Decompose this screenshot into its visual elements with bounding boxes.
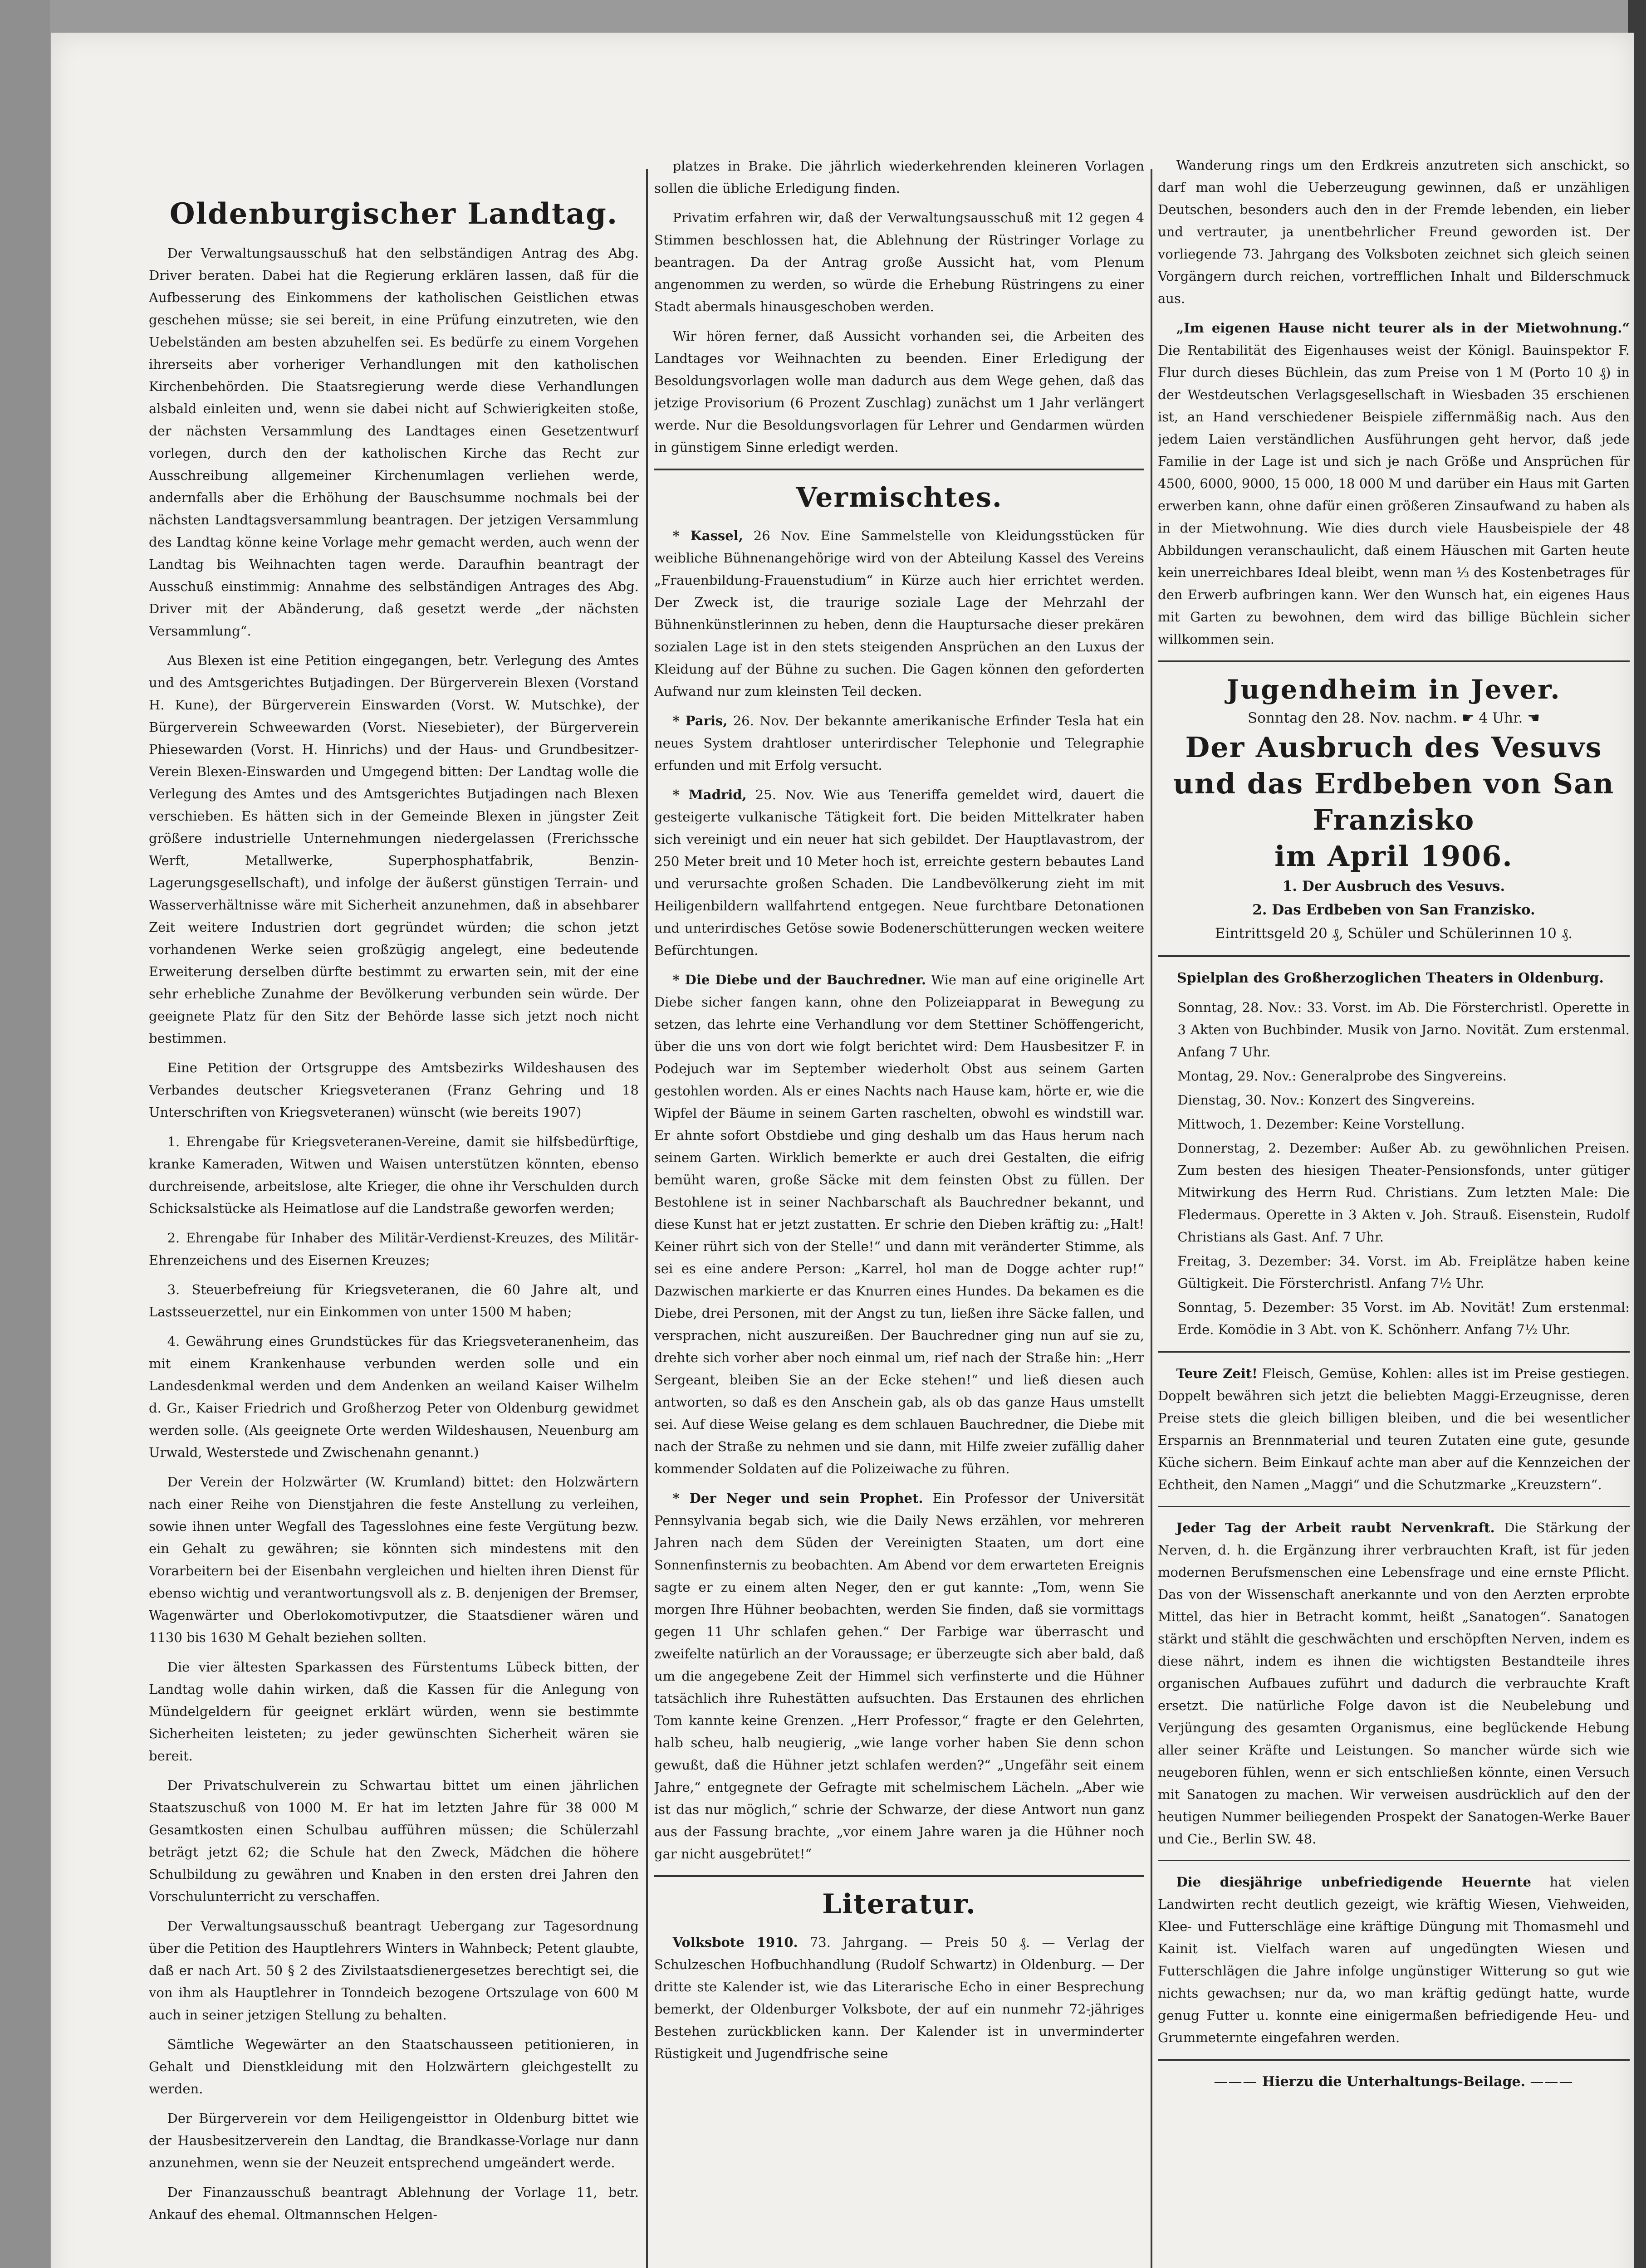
eigenheim-paragraph	[1158, 317, 1630, 650]
footer-rule	[1158, 2059, 1630, 2061]
section-divider	[654, 1875, 1144, 1877]
news-item-kicker: * Madrid,	[672, 787, 747, 802]
article-paragraph: Der Finanzausschuß beantragt Ablehnung der Vorlage 11, betr. Ankauf des ehemal. Oltmannschen Helgen-	[149, 2185, 639, 2222]
news-item-text: Wie man auf eine originelle Art Diebe sicher fangen kann, ohne den Polizeiapparat in Bewegung zu setzen, das lehrte eine Verhandlung vor dem Stettiner Schöffengericht, über die uns von dort wie folgt berichtet wird: Dem Hausbesitzer F. in Podejuch war im September wiederholt Obst aus seinem Garten gestohlen worden. Als er eines Nachts nach Hause kam, hörte er, wie die Wipfel der Bäume in seinem Garten raschelten, obwohl es windstill war. Er ahnte sofort Obstdiebe und ging deshalb um das Haus herum nach seinem Garten. Wirklich bemerkte er auch drei Gestalten, die eifrig bemüht waren, große Säcke mit dem feinsten Obst zu füllen. Der Bestohlene ist in seiner Nachbarschaft als Bauchredner bekannt, und diese Kunst hat er jetzt zustatten. Er schrie den Dieben kräftig zu: „Halt! Keiner rührt sich von der Stelle!“ und dann mit veränderter Stimme, als sei es eine andere Person: „Karrel, hol man de Dogge achter rup!“ Dazwischen markierte er das Knurren eines Hundes. Da bekamen es die Diebe, drei Personen, mit der Angst zu tun, ließen ihre Säcke fallen, und versprachen, nicht auszureißen. Der Bauchredner ging nun auf sie zu, drehte sich vorher aber noch einmal um, rief nach der Straße hin: „Herr Sergeant, bleiben Sie an der Ecke stehen!“ und ließ diesen auch antworten, so daß es den Anschein gab, als ob das ganze Haus umstellt sei. Auf diese Weise gelang es dem schlauen Bauchredner, die Diebe mit nach der Straße zu nehmen und sie dann, mit Hilfe zweier zufällig daher kommender Soldaten auf die Polizeiwache zu führen.	[654, 972, 1144, 1476]
footer-dash-right: ———	[1530, 2074, 1574, 2090]
section-divider	[1158, 1860, 1630, 1861]
article-paragraph: 2. Ehrengabe für Inhaber des Militär-Verdienst-Kreuzes, des Militär-Ehrenzeichens und des Eisernen Kreuzes;	[149, 1230, 639, 1268]
eigenheim-kicker: „Im eigenen Hause nicht teurer als in der Mietwohnung.“	[1176, 320, 1630, 336]
heading-oldenburgischer-landtag: Oldenburgischer Landtag.	[169, 197, 618, 231]
ad-title: Jugendheim in Jever.	[1226, 674, 1561, 705]
ad-admission-price: Eintrittsgeld 20 ₰, Schüler und Schülerinnen 10 ₰.	[1215, 925, 1573, 942]
sanatogen-kicker: Jeder Tag der Arbeit raubt Nervenkraft.	[1176, 1520, 1495, 1535]
pointing-hand-icon: ☛	[1461, 710, 1475, 726]
eigenheim-text: Die Rentabilität des Eigenhauses weist der Königl. Bauinspektor F. Flur durch dieses Büchlein, das zum Preise von 1 M (Porto 10 ₰) in der Westdeutschen Verlagsgesellschaft in Wiesbaden 35 erschienen ist, an Hand verschiedener Beispiele ziffernmäßig nach. Aus den jedem Laien verständlichen Ausführungen geht hervor, daß jede Familie in der Lage ist und sich je nach Größe und Ansprüchen für 4500, 6000, 9000, 15 000, 18 000 M und darüber ein Haus mit Garten erwerben kann, ohne dafür einen größeren Zinsaufwand zu haben als in der Mietwohnung. Wie dies durch viele Hausbeispiele der 48 Abbildungen veranschaulicht, daß einem Häuschen mit Garten heute kein unerreichbares Ideal bleibt, wenn man ⅓ des Kostenbetrages für den Erwerb aufbringen kann. Wer den Wunsch hat, ein eigenes Haus mit Garten zu bewohnen, dem wird das billige Büchlein sicher willkommen sein.	[1158, 342, 1630, 647]
article-paragraph: 3. Steuerbefreiung für Kriegsveteranen, die 60 Jahre alt, und Lastsseuerzettel, nur ein Einkommen von unter 1500 M haben;	[149, 1282, 639, 1320]
ad-program-item-2: 2. Das Erdbeben von San Franzisko.	[1252, 902, 1535, 918]
ad-bottom-rule	[1158, 955, 1630, 957]
landtag-article-continuation	[654, 155, 1144, 459]
article-paragraph: Der Verwaltungsausschuß beantragt Uebergang zur Tagesordnung über die Petition des Hauptlehrers Winters in Wahnbeck; Petent glaubte, daß er nach Art. 50 § 2 des Zivilstaatsdienergesetzes berechtigt sei, die von ihm als Hauptlehrer in Tonndeich bezogene Ortszulage von 600 M auch in seiner jetzigen Stellung zu behalten.	[149, 1918, 639, 2023]
heuernte-notice	[1158, 1871, 1630, 2049]
news-item-kicker: * Die Diebe und der Bauchredner.	[672, 972, 926, 987]
jugendheim-advertisement	[1158, 672, 1630, 945]
news-item	[654, 525, 1144, 703]
vermischtes-body	[654, 525, 1144, 1865]
literatur-paragraph	[654, 1931, 1144, 2065]
footer-text: Hierzu die Unterhaltungs-Beilage.	[1262, 2074, 1526, 2090]
section-divider	[1158, 1351, 1630, 1353]
news-item-text: 26 Nov. Eine Sammelstelle von Kleidungsstücken für weibliche Bühnenangehörige wird von der Abteilung Kassel des Vereins „Frauenbildung-Frauenstudium“ in Kürze auch hier errichtet werden. Der Zweck ist, die traurige soziale Lage der Mehrzahl der Bühnenkünstlerinnen zu heben, denn die Hauptursache dieser prekären sozialen Lage ist in den stets steigenden Ansprüchen an den Luxus der Kleidung auf der Bühne zu suchen. Die Gagen können den geforderten Aufwand nur zum kleinsten Teil decken.	[654, 528, 1144, 699]
ad-date: Sonntag den 28. Nov. nachm.	[1247, 710, 1457, 726]
news-item	[654, 710, 1144, 777]
ad-top-rule	[1158, 660, 1630, 662]
literatur-text: 73. Jahrgang. — Preis 50 ₰. — Verlag der Schulzeschen Hofbuchhandlung (Rudolf Schwartz) in Oldenburg. — Der dritte ste Kalender ist, wie das Literarische Echo in einer Besprechung bemerkt, der Oldenburger Volksbote, der auf ein nunmehr 72-jähriges Bestehen zurückblicken kann. Der Kalender ist in unverminderter Rüstigkeit und Jugendfrische seine	[654, 1935, 1144, 2061]
heading-literatur: Literatur.	[822, 1888, 976, 1920]
sanatogen-text: Die Stärkung der Nerven, d. h. die Ergänzung ihrer verbrauchten Kraft, ist für jeden modernen Berufsmenschen eine Lebensfrage und eine ernste Pflicht. Das von der Wissenschaft anerkannte und von den Aerzten erprobte Mittel, das hier in Betracht kommt, heißt „Sanatogen“. Sanatogen stärkt und stählt die geschwächten und erschöpften Nerven, indem es diese nährt, indem es ihnen die wichtigsten Bestandteile ihres organischen Aufbaues zuführt und dadurch die verbrauchte Kraft ersetzt. Die natürliche Folge davon ist die Neubelebung und Verjüngung des gesamten Organismus, eine beglückende Hebung aller seiner Kräfte und Leistungen. So mancher würde sich wie neugeboren fühlen, wenn er sich entschließen könnte, einen Versuch mit Sanatogen zu machen. Wir verweisen ausdrücklich auf den der heutigen Nummer beiliegenden Prospekt der Sanatogen-Werke Bauer und Cie., Berlin SW. 48.	[1158, 1520, 1630, 1847]
article-paragraph: Der Verwaltungsausschuß hat den selbständigen Antrag des Abg. Driver beraten. Dabei hat die Regierung erklären lassen, daß für die Aufbesserung des Einkommens der katholischen Geistlichen etwas geschehen müsse; sie sei bereit, in eine Prüfung einzutreten, wie den Uebelständen am besten abzuhelfen sei. Es bedürfe zu einem Vorgehen ihrerseits aber vorheriger Verhandlungen mit den katholischen Kirchenbehörden. Die Staatsregierung werde diese Verhandlungen alsbald einleiten und, wenn sie dabei nicht auf Schwierigkeiten stoße, der nächsten Versammlung des Landtages einen Gesetzentwurf vorlegen, durch den der katholischen Kirche das Recht zur Ausschreibung allgemeiner Kirchenumlagen verliehen werde, andernfalls aber die Erhöhung der Bauschsumme nochmals bei der nächsten Landtagsversammlung beantragen. Der jetzigen Versammlung des Landtag könne keine Vorlage mehr gemacht werden, auch wenn der Landtag bis Weihnachten tagen werde. Daraufhin beantragt der Ausschuß einstimmig: Annahme des selbständigen Antrages des Abg. Driver mit der Abänderung, daß gesetzt werde „der nächsten Versammlung“.	[149, 245, 639, 639]
column-3	[1158, 154, 1630, 2268]
article-paragraph: Der Verein der Holzwärter (W. Krumland) bittet: den Holzwärtern nach einer Reihe von Dienstjahren die feste Anstellung zu verleihen, sowie ihnen unter Wegfall des Tagesslohnes eine feste Vergütung bezw. ein Gehalt zu gewähren; sie könnten sich mindestens mit den Vorarbeitern bei der Eisenbahn vergleichen und hielten ihren Dienst für ebenso wichtig und verantwortungsvoll als z. B. denjenigen der Bremser, Wagenwärter und Oberlokomotivputzer, die Staatsdiener wären und 1130 bis 1630 M Gehalt beziehen sollten.	[149, 1474, 639, 1645]
article-paragraph: Sämtliche Wegewärter an den Staatschausseen petitionieren, in Gehalt und Dienstkleidung mit den Holzwärtern gleichgestellt zu werden.	[149, 2037, 639, 2097]
article-paragraph: Die vier ältesten Sparkassen des Fürstentums Lübeck bitten, der Landtag wolle dahin wirken, daß die Kassen für die Anlegung von Mündelgeldern für geeignet erklärt würden, wenn sie bestimmte Sicherheiten leisteten; zu jeder gewünschten Sicherheit wären sie bereit.	[149, 1659, 639, 1764]
schedule-entry: Mittwoch, 1. Dezember: Keine Vorstellung.	[1177, 1116, 1465, 1132]
section-divider	[1158, 1506, 1630, 1507]
schedule-entry: Donnerstag, 2. Dezember: Außer Ab. zu gewöhnlichen Preisen. Zum besten des hiesigen Theater-Pensionsfonds, unter gütiger Mitwirkung des Herrn Rud. Christians. Zum letzten Male: Die Fledermaus. Operette in 3 Akten v. Joh. Strauß. Eisenstein, Rudolf Christians als Gast. Anf. 7 Uhr.	[1177, 1140, 1630, 1245]
maggi-text: Fleisch, Gemüse, Kohlen: alles ist im Preise gestiegen. Doppelt bewähren sich jetzt die beliebten Maggi-Erzeugnisse, deren Preise stets die gleich billigen bleiben, und die bei wesentlicher Ersparnis an Brennmaterial und teuren Zutaten eine gute, gesunde Küche sichern. Beim Einkauf achte man aber auf die Kennzeichen der Echtheit, den Namen „Maggi“ und die Schutzmarke „Kreuzstern“.	[1158, 1366, 1630, 1492]
maggi-kicker: Teure Zeit!	[1176, 1366, 1258, 1381]
article-paragraph: Der Bürgerverein vor dem Heiligengeisttor in Oldenburg bittet wie der Hausbesitzerverein den Landtag, die Brandkasse-Vorlage nur dann anzunehmen, wenn sie der Neuzeit entsprechend umgeändert werde.	[149, 2111, 639, 2170]
theater-schedule-title: Spielplan des Großherzoglichen Theaters in Oldenburg.	[1177, 970, 1604, 986]
literatur-kicker: Volksbote 1910.	[672, 1935, 798, 1950]
literatur-continuation	[1158, 154, 1630, 310]
theater-schedule	[1158, 997, 1630, 1341]
article-paragraph: 4. Gewährung eines Grundstückes für das Kriegsveteranenheim, das mit einem Krankenhause verbunden werden solle und ein Landesdenkmal werden und dem Andenken an weiland Kaiser Wilhelm d. Gr., Kaiser Friedrich und Großherzog Peter von Oldenburg gewidmet werden solle. (Als geeignete Orte werden Wildeshausen, Neuenburg am Urwald, Westerstede und Zwischenahn genannt.)	[149, 1334, 639, 1460]
newspaper-page	[51, 33, 1634, 2268]
news-item-kicker: * Der Neger und sein Prophet.	[672, 1491, 923, 1506]
ad-date-line	[1158, 707, 1630, 729]
ad-headline-3: im April 1906.	[1274, 840, 1513, 873]
article-paragraph: Wanderung rings um den Erdkreis anzutreten sich anschickt, so darf man wohl die Ueberzeugung gewinnen, daß er unzähligen Deutschen, besonders auch den in der Fremde lebenden, ein lieber und vertrauter, ja unentbehrlicher Freund geworden ist. Der vorliegende 73. Jahrgang des Volksboten zeichnet sich gleich seinen Vorgängern durch reichen, vortrefflichen Inhalt und Bilderschmuck aus.	[1158, 157, 1630, 306]
ad-headline-2: und das Erdbeben von San Franzisko	[1173, 767, 1615, 836]
pointing-hand-icon: ☚	[1527, 710, 1540, 726]
article-paragraph: Der Privatschulverein zu Schwartau bittet um einen jährlichen Staatszuschuß von 1000 M. Er hat im letzten Jahre für 38 000 M Gesamtkosten einen Schulbau aufführen müssen; die Schülerzahl beträgt jetzt 62; die Schule hat den Zweck, Mädchen die höhere Schulbildung zu gewähren und Knaben in den ersten drei Jahren den Vorschulunterricht zu verschaffen.	[149, 1778, 639, 1904]
maggi-notice	[1158, 1363, 1630, 1496]
article-paragraph: Privatim erfahren wir, daß der Verwaltungsausschuß mit 12 gegen 4 Stimmen beschlossen hat, die Ablehnung der Rüstringer Vorlage zu beantragen. Da der Antrag große Aussicht hat, vom Plenum angenommen zu werden, so würde die Erhebung Rüstringens zu einer Stadt abermals hinausgeschoben werden.	[654, 210, 1144, 314]
schedule-entry: Sonntag, 28. Nov.: 33. Vorst. im Ab. Die Försterchristl. Operette in 3 Akten von Buchbinder. Musik von Jarno. Novität. Zum erstenmal. Anfang 7 Uhr.	[1177, 1000, 1630, 1060]
article-paragraph: Wir hören ferner, daß Aussicht vorhanden sei, die Arbeiten des Landtages vor Weihnachten zu beenden. Einer Erledigung der Besoldungsvorlagen wolle man dadurch aus dem Wege gehen, daß das jetzige Provisorium (6 Prozent Zuschlag) zunächst um 1 Jahr verlängert werde. Nur die Besoldungsvorlagen für Lehrer und Gendarmen würden in günstigem Sinne erledigt werden.	[654, 328, 1144, 455]
news-item-kicker: * Paris,	[672, 713, 728, 728]
news-item-text: 25. Nov. Wie aus Teneriffa gemeldet wird, dauert die gesteigerte vulkanische Tätigkeit fort. Die beiden Mittelkrater haben sich vereinigt und ein neuer hat sich gebildet. Der Hauptlavastrom, der 250 Meter breit und 10 Meter hoch ist, erreichte gestern bebautes Land und verursachte großen Schaden. Die Landbevölkerung zieht im mit Heiligenbildern wallfahrtend entgegen. Neue furchtbare Detonationen und unterirdisches Getöse sowie Bodenerschütterungen wecken weitere Befürchtungen.	[654, 787, 1144, 958]
article-paragraph: Eine Petition der Ortsgruppe des Amtsbezirks Wildeshausen des Verbandes deutscher Kriegsveteranen (Franz Gehring und 18 Unterschriften von Kriegsveteranen) wünscht (wie bereits 1907)	[149, 1060, 639, 1120]
news-item	[654, 784, 1144, 962]
column-rule-1	[646, 169, 648, 2268]
schedule-entry: Dienstag, 30. Nov.: Konzert des Singvereins.	[1177, 1092, 1475, 1108]
news-item	[654, 1487, 1144, 1865]
article-paragraph: Aus Blexen ist eine Petition eingegangen, betr. Verlegung des Amtes und des Amtsgerichtes Butjadingen. Der Bürgerverein Blexen (Vorstand H. Kune), der Bürgerverein Einswarden (Vorst. W. Mutschke), der Bürgerverein Schweewarden (Vorst. Niesebieter), der Bürgerverein Phiesewarden (Vorst. H. Hinrichs) und der Haus- und Grundbesitzer-Verein Blexen-Einswarden und Umgegend bitten: Der Landtag wolle die Verlegung des Amtes und des Amtsgerichtes Butjadingen nach Blexen verschieben. Es hätten sich in der Gemeinde Blexen in jüngster Zeit größere industrielle Unternehmungen niedergelassen (Frerichssche Werft, Metallwerke, Superphosphatfabrik, Benzin-Lagerungsgesellschaft), und infolge der äußerst günstigen Terrain- und Wasserverhältnisse wäre mit Sicherheit anzunehmen, daß in absehbarer Zeit weitere Industrien dort gegründet würden; die schon jetzt vorhandenen Werke seien großzügig angelegt, eine bedeutende Erweiterung derselben dürfte bestimmt zu erwarten sein, mit der eine sehr erhebliche Zunahme der Bevölkerung verbunden sein würde. Der geeignete Platz für den Sitz der Behörde lasse sich jetzt noch nicht bestimmen.	[149, 653, 639, 1046]
ad-time: 4 Uhr.	[1479, 710, 1523, 726]
heuernte-kicker: Die diesjährige unbefriedigende Heuernte	[1176, 1874, 1531, 1890]
column-1	[149, 164, 639, 2268]
section-divider	[654, 469, 1144, 470]
ad-program-item-1: 1. Der Ausbruch des Vesuvs.	[1282, 878, 1505, 894]
landtag-article-body	[149, 242, 639, 2226]
ad-headline-1: Der Ausbruch des Vesuvs	[1185, 731, 1602, 764]
news-item-kicker: * Kassel,	[672, 528, 743, 543]
supplement-notice	[1158, 2071, 1630, 2093]
news-item	[654, 969, 1144, 1480]
article-paragraph: platzes in Brake. Die jährlich wiederkehrenden kleineren Vorlagen sollen die übliche Erledigung finden.	[654, 158, 1144, 196]
heading-vermischtes: Vermischtes.	[796, 482, 1003, 513]
sanatogen-notice	[1158, 1517, 1630, 1850]
schedule-entry: Sonntag, 5. Dezember: 35 Vorst. im Ab. Novität! Zum erstenmal: Erde. Komödie in 3 Abt. von K. Schönherr. Anfang 7½ Uhr.	[1177, 1300, 1630, 1337]
schedule-entry: Freitag, 3. Dezember: 34. Vorst. im Ab. Freiplätze haben keine Gültigkeit. Die Försterchristl. Anfang 7½ Uhr.	[1177, 1253, 1630, 1291]
news-item-text: 26. Nov. Der bekannte amerikanische Erfinder Tesla hat ein neues System drahtloser unterirdischer Telephonie und Telegraphie erfunden und mit Erfolg versucht.	[654, 713, 1144, 773]
footer-dash-left: ———	[1214, 2074, 1258, 2090]
heuernte-text: hat vielen Landwirten recht deutlich gezeigt, wie kräftig Wiesen, Viehweiden, Klee- und Futterschläge eine kräftige Düngung mit Thomasmehl und Kainit ist. Vielfach waren auf ungedüngten Wiesen und Futterschlägen die Jahre infolge ungünstiger Witterung so gut wie nichts gewachsen; nur da, wo man kräftig gedüngt hatte, wurde genug Futter u. konnte eine einigermaßen befriedigende Heu- und Grummeternte eingefahren werden.	[1158, 1874, 1630, 2045]
article-paragraph: 1. Ehrengabe für Kriegsveteranen-Vereine, damit sie hilfsbedürftige, kranke Kameraden, Witwen und Waisen unterstützen könnten, ebenso durchreisende, arbeitslose, alte Krieger, die ohne ihr Verschulden durch Schicksalstücke als Heimatlose auf die Landstraße geworfen werden;	[149, 1134, 639, 1216]
column-2	[654, 155, 1144, 2268]
scan-background-left	[0, 0, 50, 2268]
news-item-text: Ein Professor der Universität Pennsylvania begab sich, wie die Daily News erzählen, vor mehreren Jahren nach dem Süden der Vereinigten Staaten, um dort eine Sonnenfinsternis zu beobachten. Am Abend vor dem erwarteten Ereignis sagte er zu einem alten Neger, den er gut kannte: „Tom, wenn Sie morgen Ihre Hühner beobachten, werden Sie finden, daß sie vormittags gegen 11 Uhr schlafen gehen.“ Der Farbige war überrascht und zweifelte natürlich an der Voraussage; er überzeugte sich aber bald, daß um die angegebene Zeit der Himmel sich verfinsterte und die Hühner tatsächlich ihre Ruhestätten aufsuchten. Das Erstaunen des ehrlichen Tom kannte keine Grenzen. „Herr Professor,“ fragte er den Gelehrten, halb scheu, halb neugierig, „wie lange vorher haben Sie denn schon gewußt, daß die Hühner jetzt schlafen werden?“ „Ungefähr seit einem Jahre,“ entgegnete der Gefragte mit schelmischem Lächeln. „Aber wie ist das nur möglich,“ schrie der Schwarze, der diese Antwort nun ganz aus der Fassung brachte, „vor einem Jahre waren ja die Hühner noch gar nicht ausgebrütet!“	[654, 1491, 1144, 1862]
schedule-entry: Montag, 29. Nov.: Generalprobe des Singvereins.	[1177, 1068, 1507, 1084]
column-rule-2	[1151, 169, 1152, 2268]
